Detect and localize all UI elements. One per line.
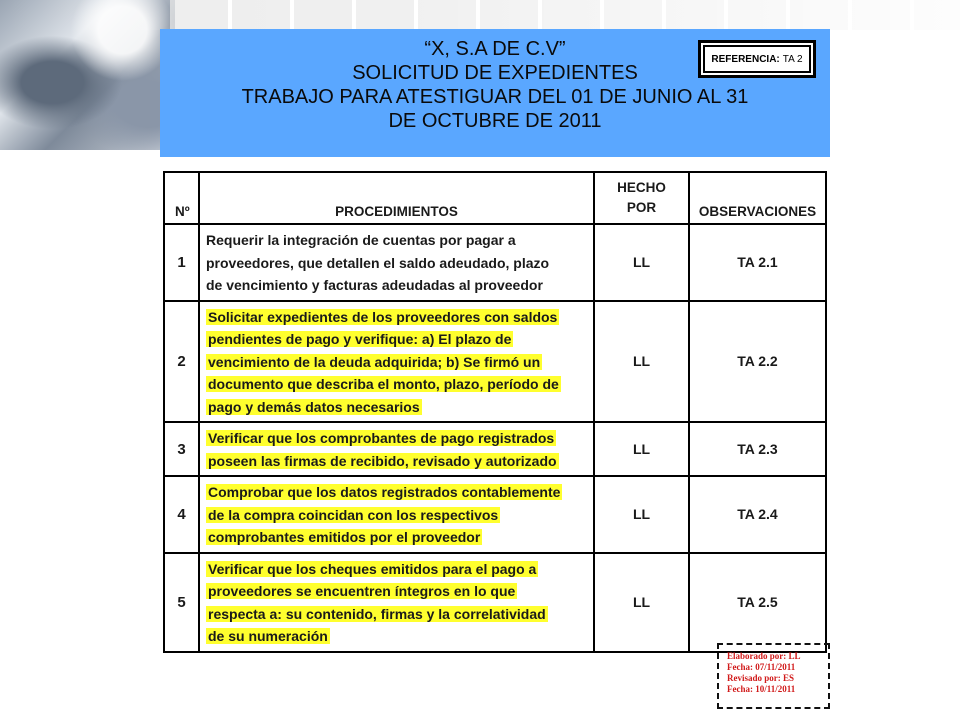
row-number: 2 [164, 301, 199, 423]
title-band [160, 29, 830, 157]
row-hecho-por: LL [594, 301, 689, 423]
row-observaciones: TA 2.4 [689, 476, 826, 553]
procedure-line: respecta a: su contenido, firmas y la correlatividad [208, 605, 546, 622]
stamp-fecha-revisado: Fecha: 10/11/2011 [727, 684, 796, 694]
reference-box [698, 40, 816, 78]
procedure-line: vencimiento de la deuda adquirida; b) Se firmó un [208, 353, 541, 370]
procedures-table [163, 171, 827, 653]
row-procedure [199, 422, 594, 476]
procedure-line: pago y demás datos necesarios [208, 398, 420, 415]
table-row [164, 476, 826, 553]
procedure-line: Requerir la integración de cuentas por pagar a [206, 232, 516, 248]
procedure-line: documento que describa el monto, plazo, período de [208, 376, 559, 392]
table-header-row [164, 172, 826, 224]
row-hecho-por: LL [594, 476, 689, 553]
procedure-line: Solicitar expedientes de los proveedores con saldos [208, 308, 558, 325]
table-row [164, 553, 826, 652]
decorative-fade [0, 0, 960, 30]
reference-value: TA 2 [782, 53, 803, 65]
stamp-revisado: Revisado por: ES [727, 673, 795, 683]
stamp-fecha-elaborado: Fecha: 07/11/2011 [727, 662, 796, 672]
procedure-line: de la compra coincidan con los respectivos [208, 506, 499, 523]
row-hecho-por: LL [594, 553, 689, 652]
period-line-1: TRABAJO PARA ATESTIGUAR DEL 01 DE JUNIO AL 31 [241, 86, 749, 108]
header-hecho-por [594, 172, 689, 224]
reference-label: REFERENCIA: [711, 53, 780, 65]
procedure-line: de su numeración [208, 628, 328, 644]
row-procedure [199, 224, 594, 301]
row-procedure [199, 301, 594, 423]
header-num: Nº [164, 172, 199, 224]
row-number: 5 [164, 553, 199, 652]
signature-stamp [717, 643, 830, 709]
table-row [164, 422, 826, 476]
procedure-line: de vencimiento y facturas adeudadas al proveedor [206, 277, 543, 293]
row-number: 4 [164, 476, 199, 553]
row-procedure [199, 476, 594, 553]
procedure-line: Verificar que los cheques emitidos para el pago a [208, 560, 537, 577]
procedure-line: pendientes de pago y verifique: a) El plazo de [208, 331, 512, 347]
row-observaciones: TA 2.2 [689, 301, 826, 423]
procedure-line: proveedores, que detallen el saldo adeudado, plazo [206, 254, 550, 271]
header-observaciones: OBSERVACIONES [689, 172, 826, 224]
table-row [164, 301, 826, 423]
procedure-line: comprobantes emitidos por el proveedor [208, 529, 481, 545]
header-hecho-line1: HECHO [617, 180, 666, 195]
row-hecho-por: LL [594, 422, 689, 476]
table-row [164, 224, 826, 301]
row-number: 3 [164, 422, 199, 476]
row-observaciones: TA 2.5 [689, 553, 826, 652]
procedure-line: Comprobar que los datos registrados contablemente [208, 484, 561, 500]
reference-inner [703, 45, 811, 73]
row-number: 1 [164, 224, 199, 301]
procedure-line: proveedores se encuentren íntegros en lo que [208, 583, 516, 599]
stamp-elaborado: Elaborado por: LL [727, 651, 801, 661]
row-procedure [199, 553, 594, 652]
period-line-2: DE OCTUBRE DE 2011 [388, 110, 602, 132]
row-observaciones: TA 2.3 [689, 422, 826, 476]
procedure-line: poseen las firmas de recibido, revisado y autorizado [208, 452, 557, 469]
document-subtitle: SOLICITUD DE EXPEDIENTES [352, 62, 638, 84]
header-procedimientos: PROCEDIMIENTOS [199, 172, 594, 224]
row-observaciones: TA 2.1 [689, 224, 826, 301]
company-name: “X, S.A DE C.V” [424, 38, 566, 60]
row-hecho-por: LL [594, 224, 689, 301]
procedure-line: Verificar que los comprobantes de pago registrados [208, 430, 555, 446]
header-hecho-line2: POR [626, 200, 657, 215]
